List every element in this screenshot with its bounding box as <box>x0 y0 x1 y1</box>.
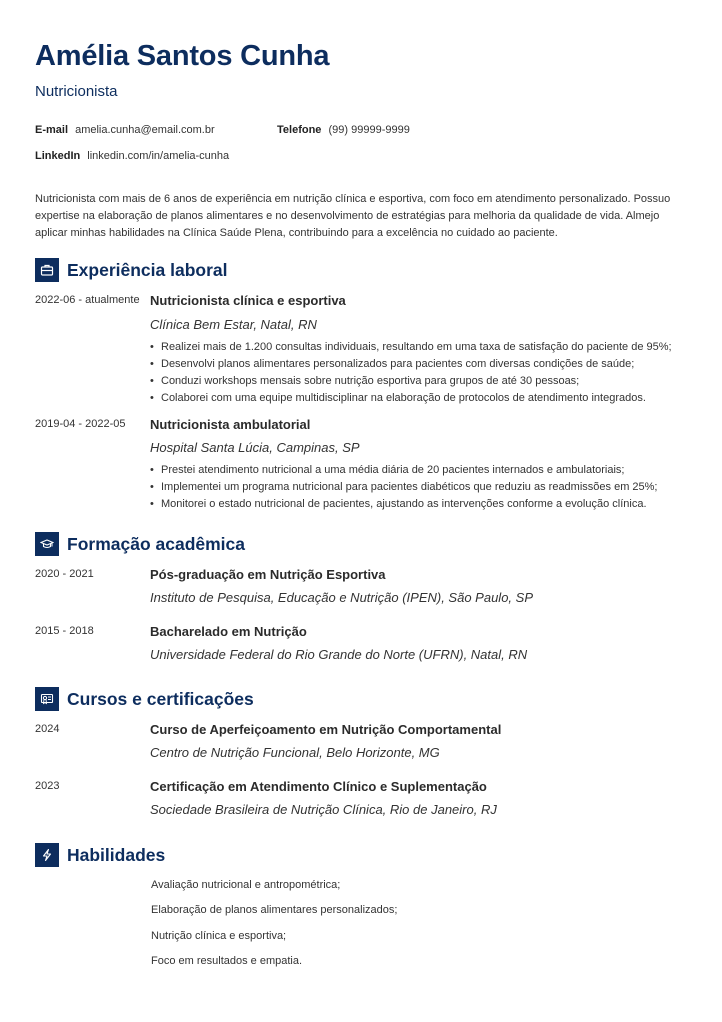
course-title: Curso de Aperfeiçoamento em Nutrição Comportamental <box>150 722 502 737</box>
linkedin-value[interactable]: linkedin.com/in/amelia-cunha <box>87 150 230 162</box>
graduation-cap-icon <box>35 532 59 556</box>
education-degree: Bacharelado em Nutrição <box>150 624 307 639</box>
education-degree: Pós-graduação em Nutrição Esportiva <box>150 567 386 582</box>
email-value[interactable]: amelia.cunha@email.com.br <box>75 124 215 136</box>
phone-label: Telefone <box>277 124 322 136</box>
candidate-title: Nutricionista <box>35 83 118 100</box>
section-courses <box>35 687 254 711</box>
course-institution: Sociedade Brasileira de Nutrição Clínica, Rio de Janeiro, RJ <box>150 802 497 817</box>
experience-bullet: • Conduzi workshops mensais sobre nutrição esportiva para grupos de até 30 pessoas; <box>150 373 672 390</box>
certificate-icon <box>35 687 59 711</box>
lightning-icon <box>35 843 59 867</box>
education-institution: Instituto de Pesquisa, Educação e Nutrição (IPEN), São Paulo, SP <box>150 590 533 605</box>
experience-employer: Hospital Santa Lúcia, Campinas, SP <box>150 440 360 455</box>
experience-bullet: • Desenvolvi planos alimentares personalizados para pacientes com diversas condições de saúde; <box>150 356 672 373</box>
skill-item: Avaliação nutricional e antropométrica; <box>151 879 341 891</box>
phone-value[interactable]: (99) 99999-9999 <box>328 124 410 136</box>
course-title: Certificação em Atendimento Clínico e Suplementação <box>150 779 487 794</box>
course-institution: Centro de Nutrição Funcional, Belo Horizonte, MG <box>150 745 440 760</box>
education-date: 2020 - 2021 <box>35 568 94 580</box>
skill-item: Nutrição clínica e esportiva; <box>151 930 287 942</box>
candidate-name: Amélia Santos Cunha <box>35 40 330 72</box>
section-experience <box>35 258 228 282</box>
experience-bullet: • Realizei mais de 1.200 consultas individuais, resultando em uma taxa de satisfação do paciente de 95%; <box>150 339 672 356</box>
section-title-skills: Habilidades <box>67 844 166 865</box>
experience-bullets <box>150 462 657 513</box>
experience-title: Nutricionista clínica e esportiva <box>150 293 346 308</box>
experience-bullet: • Monitorei o estado nutricional de pacientes, ajustando as intervenções conforme a evolução clínica. <box>150 496 657 513</box>
skill-item: Elaboração de planos alimentares personalizados; <box>151 904 398 916</box>
experience-date: 2022-06 - atualmente <box>35 294 140 306</box>
experience-bullet: • Prestei atendimento nutricional a uma média diária de 20 pacientes internados e ambulatoriais; <box>150 462 657 479</box>
briefcase-icon <box>35 258 59 282</box>
experience-date: 2019-04 - 2022-05 <box>35 418 126 430</box>
profile-summary: Nutricionista com mais de 6 anos de experiência em nutrição clínica e esportiva, com foco em atendimento personalizado. Possuo expertise na elaboração de planos alimentares e no desenvolvimento de estratégias para melhoria da qualidade de vida. Almejo aplicar minhas habilidades na Clínica Saúde Plena, contribuindo para a excelência no cuidado ao paciente. <box>35 193 671 239</box>
experience-employer: Clínica Bem Estar, Natal, RN <box>150 317 317 332</box>
experience-bullets <box>150 339 672 407</box>
course-date: 2024 <box>35 723 60 735</box>
skill-item: Foco em resultados e empatia. <box>151 955 303 967</box>
contact-linkedin <box>35 150 229 162</box>
experience-bullet: • Implementei um programa nutricional para pacientes diabéticos que reduziu as readmissões em 25%; <box>150 479 657 496</box>
contact-email <box>35 124 215 136</box>
section-education <box>35 532 245 556</box>
linkedin-label: LinkedIn <box>35 150 81 162</box>
education-date: 2015 - 2018 <box>35 625 94 637</box>
section-title-courses: Cursos e certificações <box>67 688 254 709</box>
section-title-experience: Experiência laboral <box>67 259 228 280</box>
course-date: 2023 <box>35 780 60 792</box>
experience-bullet: • Colaborei com uma equipe multidisciplinar na elaboração de protocolos de atendimento integrados. <box>150 390 672 407</box>
education-institution: Universidade Federal do Rio Grande do Norte (UFRN), Natal, RN <box>150 647 528 662</box>
section-title-education: Formação acadêmica <box>67 533 246 554</box>
contact-phone <box>277 124 410 136</box>
email-label: E-mail <box>35 124 69 136</box>
section-skills <box>35 843 165 867</box>
experience-title: Nutricionista ambulatorial <box>150 417 311 432</box>
